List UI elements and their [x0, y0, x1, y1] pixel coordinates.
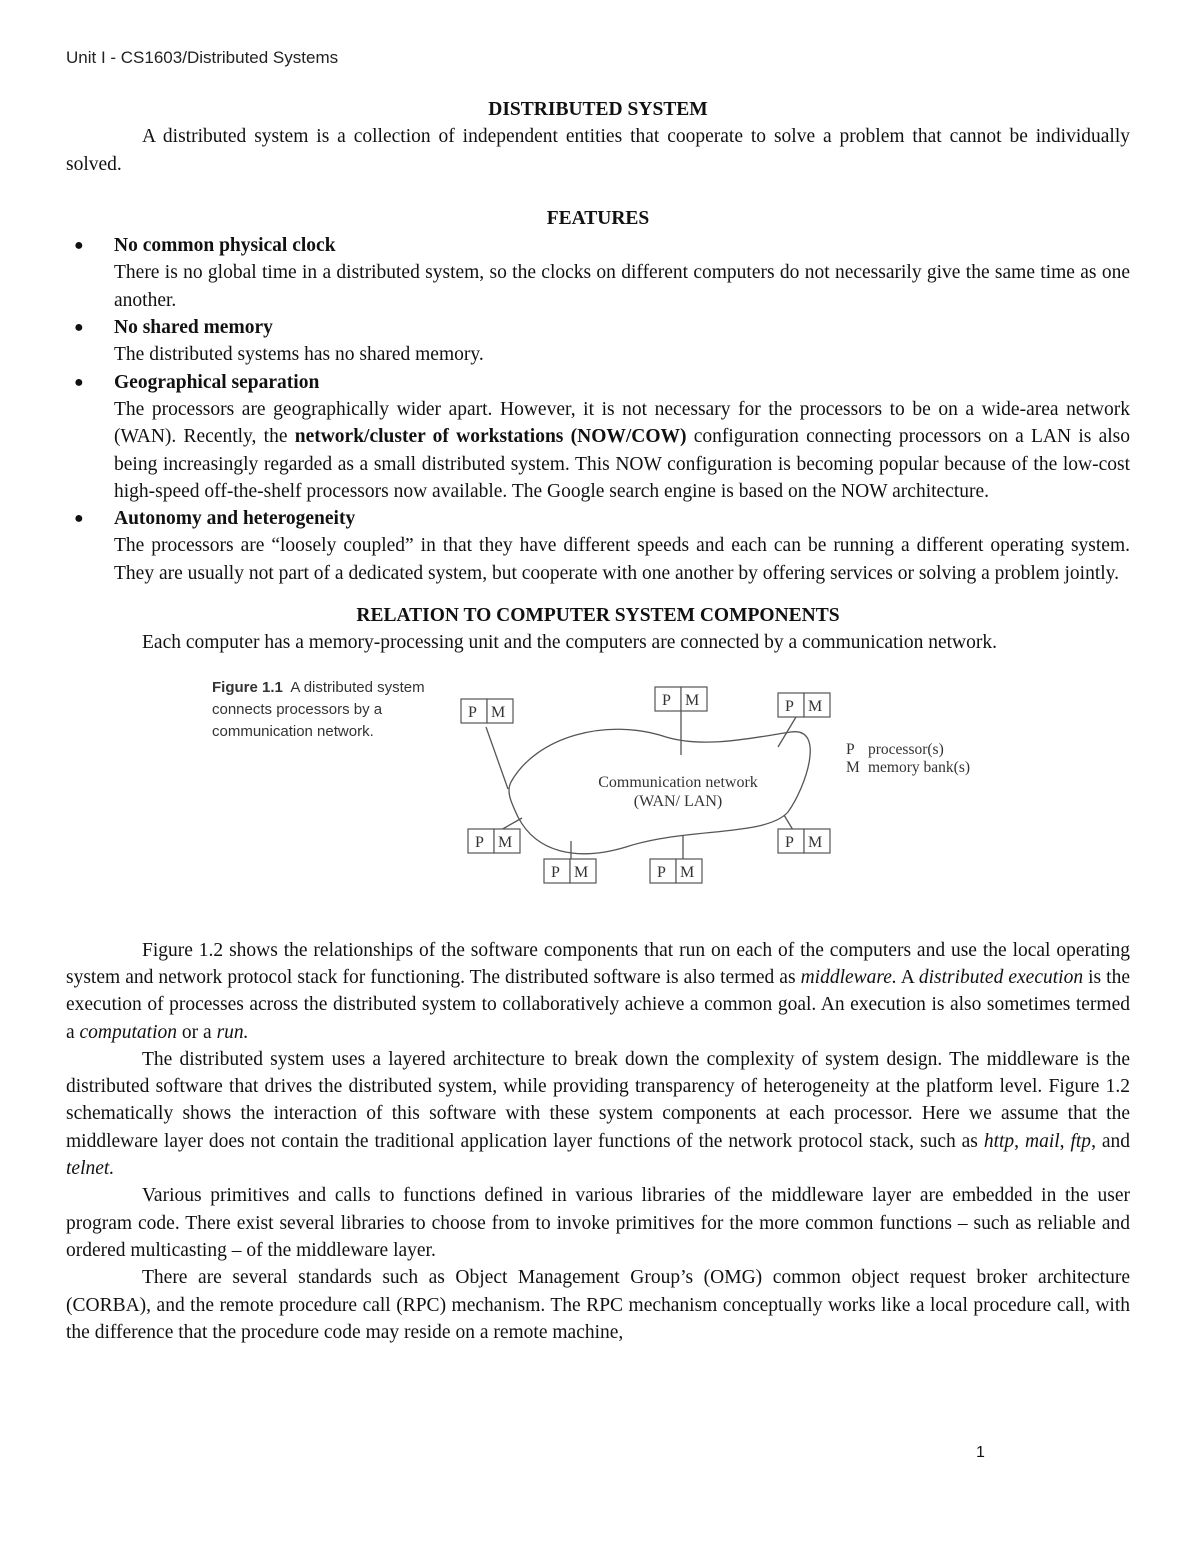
feature-text: The distributed systems has no shared memory.	[114, 344, 484, 366]
body-paragraph-3: Various primitives and calls to functions defined in various libraries of the middleware layer are embedded in the user program code. There exist several libraries to choose from to invoke primitives for the more common functions – such as reliable and ordered multicasting – of the middleware layer.	[66, 1185, 1130, 1261]
text-run: The distributed system uses a layered architecture to break down the complexity of system design. The middleware is the distributed software that drives the distributed system, while providing transparency of heterogeneity at the platform level. Figure 1.2 schematically shows the interaction of this software with these system components at each processor. Here we assume that the middleware layer does not contain the traditional application layer functions of the network protocol stack, such as	[66, 1048, 1130, 1152]
svg-text:M: M	[808, 697, 823, 715]
text-run: ,	[1014, 1130, 1025, 1152]
svg-text:P: P	[662, 691, 671, 709]
feature-title: Autonomy and heterogeneity	[114, 508, 356, 530]
legend-value: processor(s)	[868, 740, 944, 758]
legend-key: P	[846, 740, 855, 758]
bold-term: network/cluster of workstations (NOW/COW)	[294, 426, 687, 448]
feature-title: No common physical clock	[114, 235, 336, 257]
italic-term: http	[983, 1130, 1015, 1152]
text-run: Figure 1.2 shows the relationships of the software components that run on each of the computers and use the local operating system and network protocol stack for functioning. The distributed software is also termed as	[66, 939, 1130, 988]
bullet-icon: ●	[74, 510, 84, 528]
network-diagram	[66, 677, 1130, 937]
svg-text:M: M	[498, 833, 513, 851]
heading-relation: RELATION TO COMPUTER SYSTEM COMPONENTS	[356, 605, 840, 627]
bullet-icon: ●	[74, 319, 84, 337]
feature-item	[66, 505, 1130, 587]
italic-term: run.	[216, 1021, 249, 1043]
text-run: configuration connecting processors on a LAN is also being increasingly regarded as a small distributed system. This NOW configuration is becoming popular because of the low-cost high-speed off-the-shelf processors now available. The Google search engine is based on the NOW architecture.	[114, 426, 1130, 502]
definition-paragraph: A distributed system is a collection of independent entities that cooperate to solve a problem that cannot be individually solved.	[66, 126, 1130, 175]
text-run: A	[896, 966, 919, 988]
caption-text: A distributed system connects processors by a communication network.	[212, 678, 425, 740]
legend-value: memory bank(s)	[868, 758, 971, 776]
body-paragraph-4: There are several standards such as Object Management Group’s (OMG) common object request broker architecture (CORBA), and the remote procedure call (RPC) mechanism. The RPC mechanism conceptually works like a local procedure call, with the difference that the procedure code may reside on a remote machine,	[66, 1267, 1130, 1343]
feature-item	[66, 232, 1130, 314]
heading-features: FEATURES	[546, 207, 650, 229]
text-run: , and	[1091, 1130, 1131, 1152]
text-run: ,	[1059, 1130, 1071, 1152]
italic-term: distributed execution	[918, 966, 1084, 988]
feature-title: Geographical separation	[114, 371, 320, 393]
italic-term: ftp	[1070, 1130, 1092, 1152]
legend-row	[846, 741, 970, 759]
svg-text:M: M	[574, 863, 589, 881]
legend-row	[846, 759, 970, 777]
svg-text:P: P	[551, 863, 560, 881]
features-list	[66, 232, 1130, 587]
figure-1-1	[66, 677, 1130, 937]
caption-label: Figure 1.1	[212, 678, 283, 696]
svg-text:P: P	[475, 833, 484, 851]
relation-paragraph: Each computer has a memory-processing unit and the computers are connected by a communication network.	[142, 632, 998, 654]
text-run: The processors are geographically wider apart. However, it is not necessary for the processors to be on a wide-area network (WAN). Recently, the	[114, 398, 1130, 448]
bullet-icon: ●	[74, 373, 84, 391]
feature-text: There is no global time in a distributed system, so the clocks on different computers do not necessarily give the same time as one another.	[114, 262, 1130, 311]
italic-term: mail	[1024, 1130, 1060, 1152]
body-paragraph-2	[66, 1046, 1130, 1182]
italic-term: telnet.	[66, 1158, 115, 1180]
feature-item	[66, 314, 1130, 369]
cloud-label-line2: (WAN/ LAN)	[633, 792, 723, 810]
svg-text:M: M	[680, 863, 695, 881]
running-header: Unit I - CS1603/Distributed Systems	[66, 48, 339, 67]
feature-title: No shared memory	[114, 317, 273, 339]
document-page	[66, 96, 1130, 1346]
bullet-icon: ●	[74, 237, 84, 255]
figure-legend	[846, 741, 970, 777]
svg-text:M: M	[685, 691, 700, 709]
body-paragraph-1	[66, 937, 1130, 1046]
svg-text:P: P	[468, 703, 477, 721]
text-run: or a	[177, 1021, 217, 1043]
legend-key: M	[846, 758, 860, 776]
text-run: is the execution of processes across the distributed system to collaboratively achieve a common goal. An execution is also sometimes termed a	[66, 966, 1130, 1043]
cloud-label-line1: Communication network	[598, 773, 758, 791]
italic-term: middleware.	[800, 966, 897, 988]
svg-text:P: P	[785, 697, 794, 715]
page-number: 1	[976, 1444, 985, 1461]
svg-text:P: P	[785, 833, 794, 851]
heading-distributed-system: DISTRIBUTED SYSTEM	[488, 99, 708, 120]
feature-item	[66, 369, 1130, 505]
feature-text: The processors are “loosely coupled” in that they have different speeds and each can be running a different operating system. They are usually not part of a dedicated system, but cooperate with one another by offering services or solving a problem jointly.	[114, 535, 1130, 584]
svg-text:P: P	[657, 863, 666, 881]
feature-text	[114, 396, 1130, 505]
svg-text:M: M	[491, 703, 506, 721]
svg-text:M: M	[808, 833, 823, 851]
italic-term: computation	[79, 1021, 178, 1043]
